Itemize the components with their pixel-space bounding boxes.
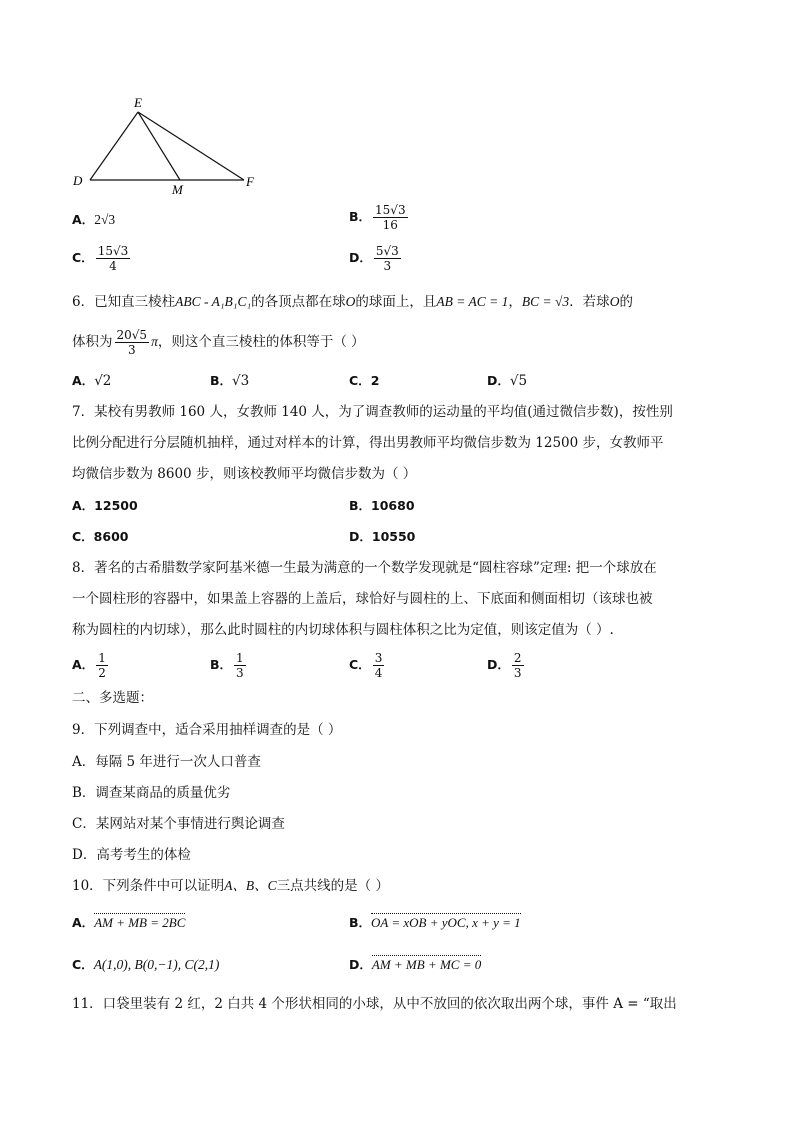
q10-a-label: A． <box>72 915 95 930</box>
q10-option-b[interactable] <box>349 914 521 932</box>
q8-option-c[interactable] <box>349 651 386 680</box>
q6-text-a: 6．已知直三棱柱 <box>72 294 176 310</box>
q5-c-den: 4 <box>109 259 117 273</box>
q5-c-num: 15√3 <box>97 244 129 258</box>
q6-c-label: C． <box>349 373 371 388</box>
q9-stem: 9．下列调查中，适合采用抽样调查的是（ ） <box>72 722 342 738</box>
q8-d-fraction <box>512 651 524 680</box>
section-heading-multi-choice: 二、多选题： <box>72 690 153 706</box>
q8-d-num: 2 <box>513 651 522 665</box>
q6-text-vol: 体积为 <box>72 334 113 350</box>
q6-d-label: D． <box>487 373 510 388</box>
q6-cond-1: AB = AC = 1 <box>436 294 509 309</box>
q8-c-num: 3 <box>374 651 383 665</box>
q6-vol-num: 20√5 <box>116 328 148 342</box>
q7-line-1: 7．某校有男教师 160 人，女教师 140 人，为了调查教师的运动量的平均值(通过微信步数)，按性别 <box>72 404 673 420</box>
q8-a-label: A． <box>72 657 95 672</box>
q6-line-2 <box>72 328 365 357</box>
q5-a-label: A． <box>72 212 95 227</box>
q5-d-fraction <box>374 244 401 273</box>
q7-option-c[interactable]: C．8600 <box>72 529 129 544</box>
q5-b-label: B． <box>349 209 372 224</box>
q10-d-label: D． <box>349 957 372 972</box>
q8-a-den: 2 <box>98 666 106 680</box>
q6-cond-2: BC = √3 <box>521 294 570 309</box>
q6-vol-den: 3 <box>127 343 136 357</box>
q7-option-a[interactable]: A．12500 <box>72 498 138 513</box>
q8-a-fraction <box>96 651 108 680</box>
label-E: E <box>134 95 142 110</box>
q6-option-a[interactable] <box>72 372 111 390</box>
q8-c-label: C． <box>349 657 371 672</box>
q10-points: A、B、C <box>224 878 277 893</box>
q7-line-2: 比例分配进行分层随机抽样，通过对样本的计算，得出男教师平均微信步数为 12500 步，女教师平 <box>72 435 664 451</box>
q8-b-fraction <box>234 651 246 680</box>
q11-line-1: 11．口袋里装有 2 红，2 白共 4 个形状相同的小球，从中不放回的依次取出两个球，事件 A = “取出 <box>72 996 677 1012</box>
q10-c-label: C． <box>72 957 94 972</box>
q9-option-d[interactable]: D．高考考生的体检 <box>72 847 191 863</box>
q7-line-3: 均微信步数为 8600 步，则该校教师平均微信步数为（ ） <box>72 466 417 482</box>
q6-b-value: √3 <box>232 373 250 389</box>
label-F: F <box>246 174 254 189</box>
q8-option-b[interactable] <box>210 651 248 680</box>
q9-option-b[interactable]: B．调查某商品的质量优劣 <box>72 785 231 801</box>
q7-option-b[interactable]: B．10680 <box>349 498 415 513</box>
q5-c-label: C． <box>72 250 94 265</box>
triangle-figure <box>68 90 268 200</box>
q6-line-1 <box>72 293 633 311</box>
q8-d-den: 3 <box>513 666 522 680</box>
q5-d-label: D． <box>349 250 372 265</box>
q6-sphere-o-2: O <box>609 294 620 309</box>
q10-option-c[interactable] <box>72 956 219 974</box>
q10-option-a[interactable] <box>72 914 185 932</box>
q5-a-value: 2√3 <box>94 212 116 227</box>
q7-option-d[interactable]: D．10550 <box>349 529 416 544</box>
q6-c-value: 2 <box>370 373 380 388</box>
q10-d-expr: AM + MB + MC = 0 <box>371 957 482 972</box>
q10-c-expr: A(1,0), B(0,−1), C(2,1) <box>93 957 220 972</box>
q6-text-d: ．若球 <box>569 294 610 310</box>
q6-b-label: B． <box>210 373 233 388</box>
q10-a-expr: AM + MB = 2BC <box>94 915 186 930</box>
q10-stem-b: 三点共线的是（ ） <box>276 878 389 894</box>
q10-option-d[interactable] <box>349 956 481 974</box>
q8-option-a[interactable] <box>72 651 110 680</box>
q8-b-den: 3 <box>236 666 244 680</box>
q5-b-den: 16 <box>382 218 398 232</box>
q5-b-fraction <box>373 203 408 232</box>
q5-d-num: 5√3 <box>375 244 399 258</box>
q6-volume-fraction <box>115 328 150 357</box>
q10-b-label: B． <box>349 915 372 930</box>
q8-line-2: 一个圆柱形的容器中，如果盖上容器的上盖后，球恰好与圆柱的上、下底面和侧面相切（该球也被 <box>72 591 653 607</box>
q8-c-den: 4 <box>374 666 383 680</box>
q10-b-expr: OA = xOB + yOC, x + y = 1 <box>371 915 521 930</box>
q8-b-num: 1 <box>236 651 244 665</box>
edge-DE <box>90 112 138 180</box>
q6-option-b[interactable] <box>210 372 249 390</box>
q6-text-e: 的 <box>619 294 633 310</box>
q6-option-c[interactable] <box>349 372 379 390</box>
q6-sep: ， <box>508 294 522 310</box>
q5-option-c[interactable] <box>72 244 132 273</box>
q9-option-a[interactable]: A．每隔 5 年进行一次人口普查 <box>72 754 261 770</box>
edge-EF <box>138 112 244 180</box>
q8-a-num: 1 <box>98 651 106 665</box>
q8-c-fraction <box>373 651 385 680</box>
q9-option-c[interactable]: C．某网站对某个事情进行舆论调查 <box>72 816 285 832</box>
q6-text-b: 的各顶点都在球 <box>251 294 346 310</box>
edge-EM <box>138 112 180 180</box>
q6-a-label: A． <box>72 373 95 388</box>
q6-text-ask: ，则这个直三棱柱的体积等于（ ） <box>157 334 365 350</box>
q8-line-1: 8．著名的古希腊数学家阿基米德一生最为满意的一个数学发现就是“圆柱容球”定理: 把一个球放在 <box>72 560 657 576</box>
q5-c-fraction <box>96 244 131 273</box>
q5-option-d[interactable] <box>349 244 403 273</box>
q6-prism: ABC - A₁B₁C₁ <box>175 294 252 309</box>
q6-sphere-o: O <box>345 294 356 309</box>
label-D: D <box>73 173 83 188</box>
q8-d-label: D． <box>487 657 510 672</box>
q6-text-c: 的球面上，且 <box>355 294 437 310</box>
q5-option-a[interactable] <box>72 211 115 229</box>
q8-option-d[interactable] <box>487 651 526 680</box>
q8-line-3: 称为圆柱的内切球），那么此时圆柱的内切球体积与圆柱体积之比为定值，则该定值为（ ）. <box>72 622 614 638</box>
q10-stem <box>72 877 389 895</box>
q6-option-d[interactable] <box>487 372 527 390</box>
q6-a-value: √2 <box>94 373 112 389</box>
label-M: M <box>172 182 183 197</box>
q10-stem-a: 10．下列条件中可以证明 <box>72 878 225 894</box>
q5-d-den: 3 <box>383 259 392 273</box>
q6-pi: π <box>151 334 158 349</box>
q5-b-num: 15√3 <box>375 203 406 217</box>
q5-option-b[interactable] <box>349 203 410 232</box>
q6-d-value: √5 <box>509 373 528 389</box>
q8-b-label: B． <box>210 657 233 672</box>
